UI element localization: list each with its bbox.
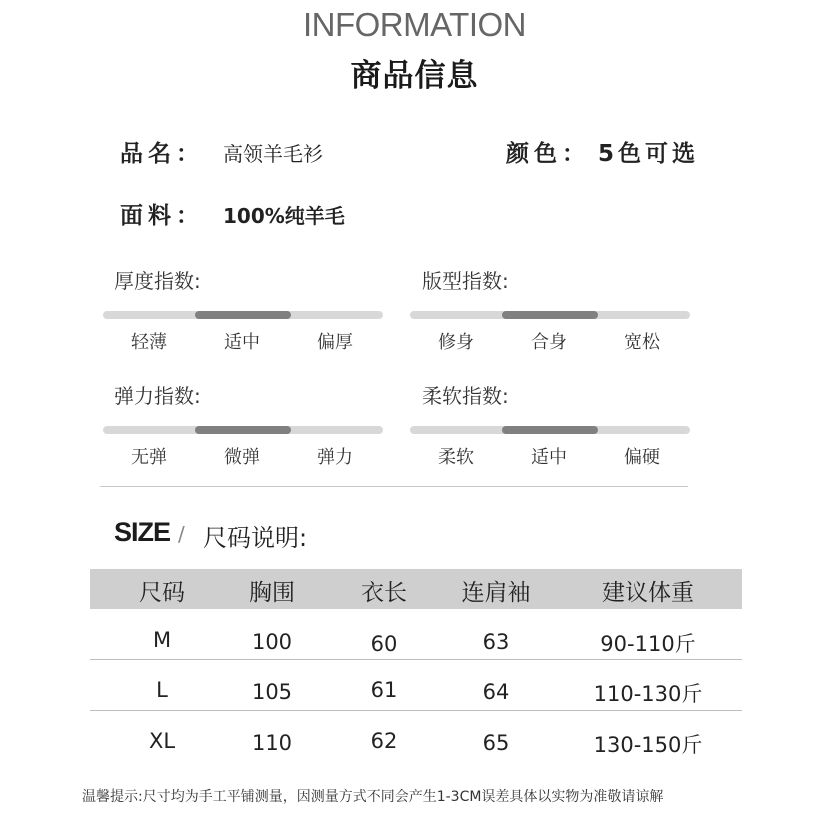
size-table-cell: 105 [251,680,293,704]
thickness-tick-mid: 适中 [224,332,260,353]
fit-tick-high: 宽松 [624,332,660,353]
size-table-cell: L [156,678,168,702]
size-table-cell: 90-110斤 [600,632,696,656]
elasticity-tick-high: 弹力 [317,447,353,468]
fit-index-label: 版型指数: [422,269,509,293]
product-fabric-value: 100%纯羊毛 [223,204,345,228]
size-table-cell: 110-130斤 [593,682,703,706]
size-table-cell: 62 [370,729,398,753]
fit-tick-low: 修身 [438,332,474,353]
elasticity-index-label: 弹力指数: [114,384,201,408]
size-table-header-sleeve: 连肩袖 [461,580,531,606]
size-table-cell: 61 [370,678,398,702]
size-table-header-size: 尺码 [139,580,185,606]
measurement-note: 温馨提示:尺寸均为手工平铺测量，因测量方式不同会产生1-3CM误差具体以实物为准敬请谅解 [82,789,664,805]
softness-tick-mid: 适中 [531,447,567,468]
elasticity-tick-low: 无弹 [131,447,167,468]
softness-selected-segment [502,426,598,434]
size-title-en: SIZE [114,517,171,547]
size-table-cell: 63 [482,630,510,654]
thickness-scale [103,311,383,319]
size-table-cell: 60 [370,632,398,656]
product-name-value: 高领羊毛衫 [223,142,323,166]
size-table-cell: 130-150斤 [593,733,703,757]
size-table-header-length: 衣长 [361,580,407,606]
size-table-cell: M [152,628,172,652]
size-table-cell: 110 [251,731,293,755]
softness-index-label: 柔软指数: [422,384,509,408]
size-table-cell: 64 [482,680,510,704]
softness-tick-low: 柔软 [438,447,474,468]
elasticity-selected-segment [195,426,291,434]
product-color-label: 颜色： [506,141,590,167]
size-title-cn: 尺码说明: [203,524,308,552]
table-row-divider [90,659,742,660]
size-table-cell: 100 [251,630,293,654]
section-divider [100,486,688,487]
thickness-selected-segment [195,311,291,319]
size-table-cell: XL [148,729,176,753]
product-name-label: 品名： [120,141,204,167]
size-table-header-chest: 胸围 [249,580,295,606]
fit-selected-segment [502,311,598,319]
elasticity-tick-mid: 微弹 [224,447,260,468]
fit-tick-mid: 合身 [531,332,567,353]
elasticity-scale [103,426,383,434]
product-fabric-label: 面料： [120,203,204,229]
header-title-en: INFORMATION [302,6,527,43]
size-title-separator: / [178,522,185,546]
header-title-cn: 商品信息 [350,58,479,94]
product-color-value: 5色可选 [598,141,700,167]
thickness-tick-high: 偏厚 [317,332,353,353]
thickness-index-label: 厚度指数: [114,269,201,293]
table-row-divider [90,710,742,711]
softness-scale [410,426,690,434]
thickness-tick-low: 轻薄 [131,332,167,353]
size-table-cell: 65 [482,731,510,755]
size-table-header-weight: 建议体重 [602,580,694,606]
fit-scale [410,311,690,319]
softness-tick-high: 偏硬 [624,447,660,468]
